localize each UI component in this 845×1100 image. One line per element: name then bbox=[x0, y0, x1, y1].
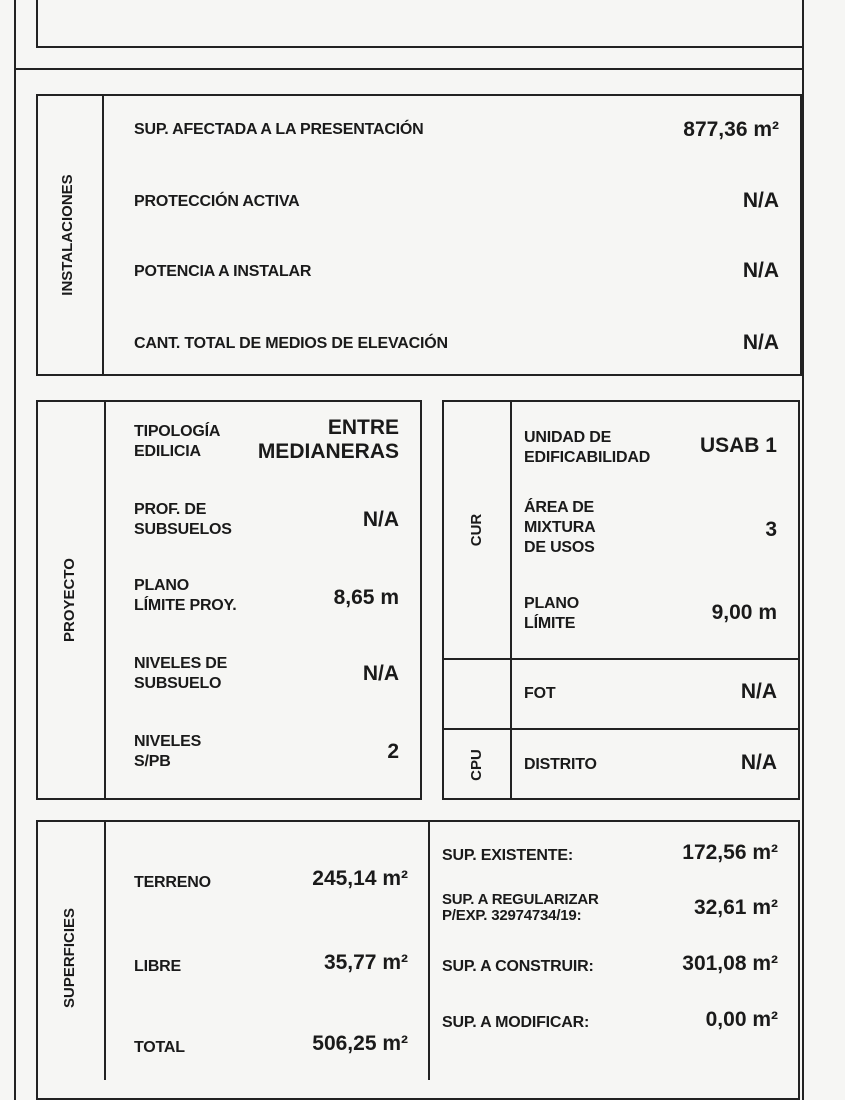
area-mixtura-value: 3 bbox=[765, 518, 777, 541]
niveles-spb-value: 2 bbox=[387, 740, 399, 763]
cur-section-label: CUR bbox=[468, 513, 485, 547]
proyecto-section-label: PROYECTO bbox=[61, 558, 78, 642]
instalaciones-section-label: INSTALACIONES bbox=[59, 174, 76, 296]
superficies-divider bbox=[104, 820, 106, 1080]
libre-label: LIBRE bbox=[134, 958, 182, 975]
distrito-label: DISTRITO bbox=[524, 756, 597, 773]
potencia-label: POTENCIA A INSTALAR bbox=[134, 263, 312, 280]
sup-afectada-label: SUP. AFECTADA A LA PRESENTACIÓN bbox=[134, 121, 424, 138]
sup-regularizar-value: 32,61 m² bbox=[693, 896, 778, 919]
proteccion-activa-label: PROTECCIÓN ACTIVA bbox=[134, 193, 300, 210]
sup-construir-label: SUP. A CONSTRUIR: bbox=[442, 958, 594, 975]
instalaciones-divider bbox=[102, 94, 104, 376]
proyecto-divider bbox=[104, 400, 106, 800]
medios-elevacion-value: N/A bbox=[742, 331, 779, 354]
niveles-subsuelo-value: N/A bbox=[362, 662, 399, 685]
distrito-value: N/A bbox=[740, 751, 777, 774]
superficies-mid-divider bbox=[428, 820, 430, 1080]
cpu-section-label: CPU bbox=[468, 749, 485, 781]
cpu-top-line bbox=[442, 728, 800, 730]
fot-top-line bbox=[442, 658, 800, 660]
sup-construir-value: 301,08 m² bbox=[682, 952, 778, 975]
unidad-edificabilidad-label: UNIDAD DE EDIFICABILIDAD bbox=[524, 429, 651, 466]
tipologia-value: ENTRE MEDIANERAS bbox=[257, 416, 399, 463]
potencia-value: N/A bbox=[742, 259, 779, 282]
area-mixtura-label: ÁREA DE MIXTURA DE USOS bbox=[524, 499, 596, 556]
fot-value: N/A bbox=[740, 680, 777, 703]
prof-subsuelos-label: PROF. DE SUBSUELOS bbox=[134, 501, 232, 538]
superficies-section-label: SUPERFICIES bbox=[61, 907, 78, 1009]
terreno-label: TERRENO bbox=[134, 874, 211, 891]
libre-value: 35,77 m² bbox=[323, 951, 408, 974]
top-box bbox=[36, 0, 804, 48]
total-label: TOTAL bbox=[134, 1039, 185, 1056]
unidad-edificabilidad-value: USAB 1 bbox=[699, 434, 777, 457]
plano-limite-proy-value: 8,65 m bbox=[333, 586, 399, 609]
tipologia-label: TIPOLOGÍA EDILICIA bbox=[134, 423, 221, 460]
niveles-subsuelo-label: NIVELES DE SUBSUELO bbox=[134, 655, 228, 692]
prof-subsuelos-value: N/A bbox=[362, 508, 399, 531]
sup-afectada-value: 877,36 m² bbox=[683, 118, 779, 141]
sup-modificar-label: SUP. A MODIFICAR: bbox=[442, 1014, 590, 1031]
proteccion-activa-value: N/A bbox=[742, 189, 779, 212]
plano-limite-label: PLANO LÍMITE bbox=[524, 595, 580, 632]
fot-label: FOT bbox=[524, 685, 556, 702]
cur-divider bbox=[510, 400, 512, 800]
plano-limite-value: 9,00 m bbox=[711, 601, 777, 624]
medios-elevacion-label: CANT. TOTAL DE MEDIOS DE ELEVACIÓN bbox=[134, 335, 448, 352]
sup-existente-label: SUP. EXISTENTE: bbox=[442, 847, 573, 864]
niveles-spb-label: NIVELES S/PB bbox=[134, 733, 202, 770]
sup-modificar-value: 0,00 m² bbox=[705, 1008, 778, 1031]
terreno-value: 245,14 m² bbox=[312, 867, 408, 890]
plano-limite-proy-label: PLANO LÍMITE PROY. bbox=[134, 577, 237, 614]
divider bbox=[14, 68, 804, 70]
sup-existente-value: 172,56 m² bbox=[682, 841, 778, 864]
sup-regularizar-label: SUP. A REGULARIZAR P/EXP. 32974734/19: bbox=[442, 891, 599, 924]
total-value: 506,25 m² bbox=[312, 1032, 408, 1055]
